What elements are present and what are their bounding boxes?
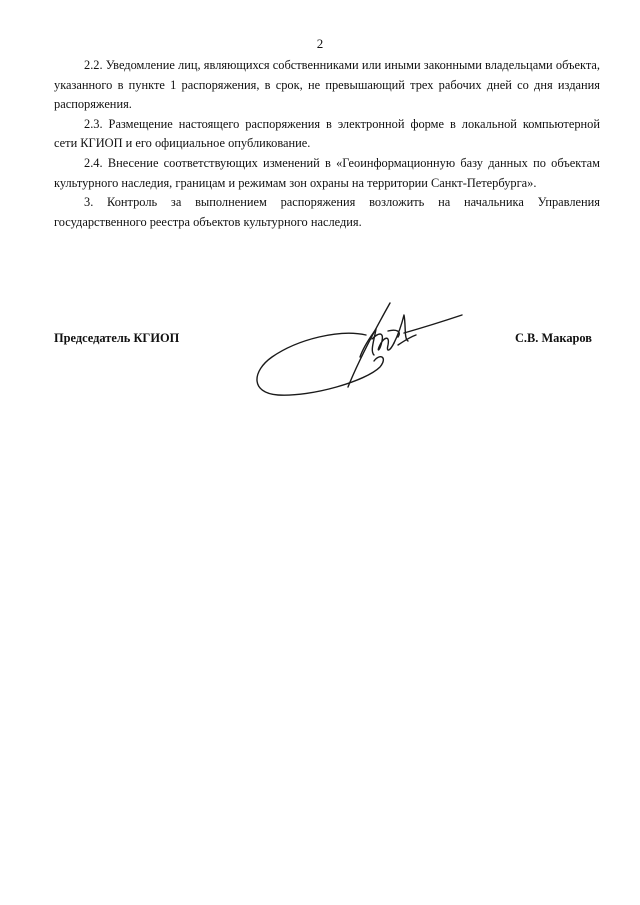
signer-name: С.В. Макаров xyxy=(514,331,592,345)
signer-title: Председатель КГИОП xyxy=(54,331,180,345)
paragraph-2-3: 2.3. Размещение настоящего распоряжения в электронной форме в локальной компьютерной сети КГИОП и его официальное опубликование. xyxy=(54,116,600,151)
signature-block xyxy=(54,327,600,407)
document-body xyxy=(54,56,600,232)
paragraph-2-2: 2.2. Уведомление лиц, являющихся собственниками или иными законными владельцами объекта, указанного в пункте 1 распоряжения, в срок, не превышающий трех рабочих дней со дня издания распоряжения. xyxy=(54,58,600,112)
page-number: 2 xyxy=(316,36,324,51)
paragraph-2-4: 2.4. Внесение соответствующих изменений в «Геоинформационную базу данных по объектам культурного наследия, границам и режимам зон охраны на территории Санкт-Петербурга». xyxy=(54,155,600,190)
handwritten-signature xyxy=(248,295,478,399)
paragraph-3: 3. Контроль за выполнением распоряжения возложить на начальника Управления государственного реестра объектов культурного наследия. xyxy=(54,195,600,229)
